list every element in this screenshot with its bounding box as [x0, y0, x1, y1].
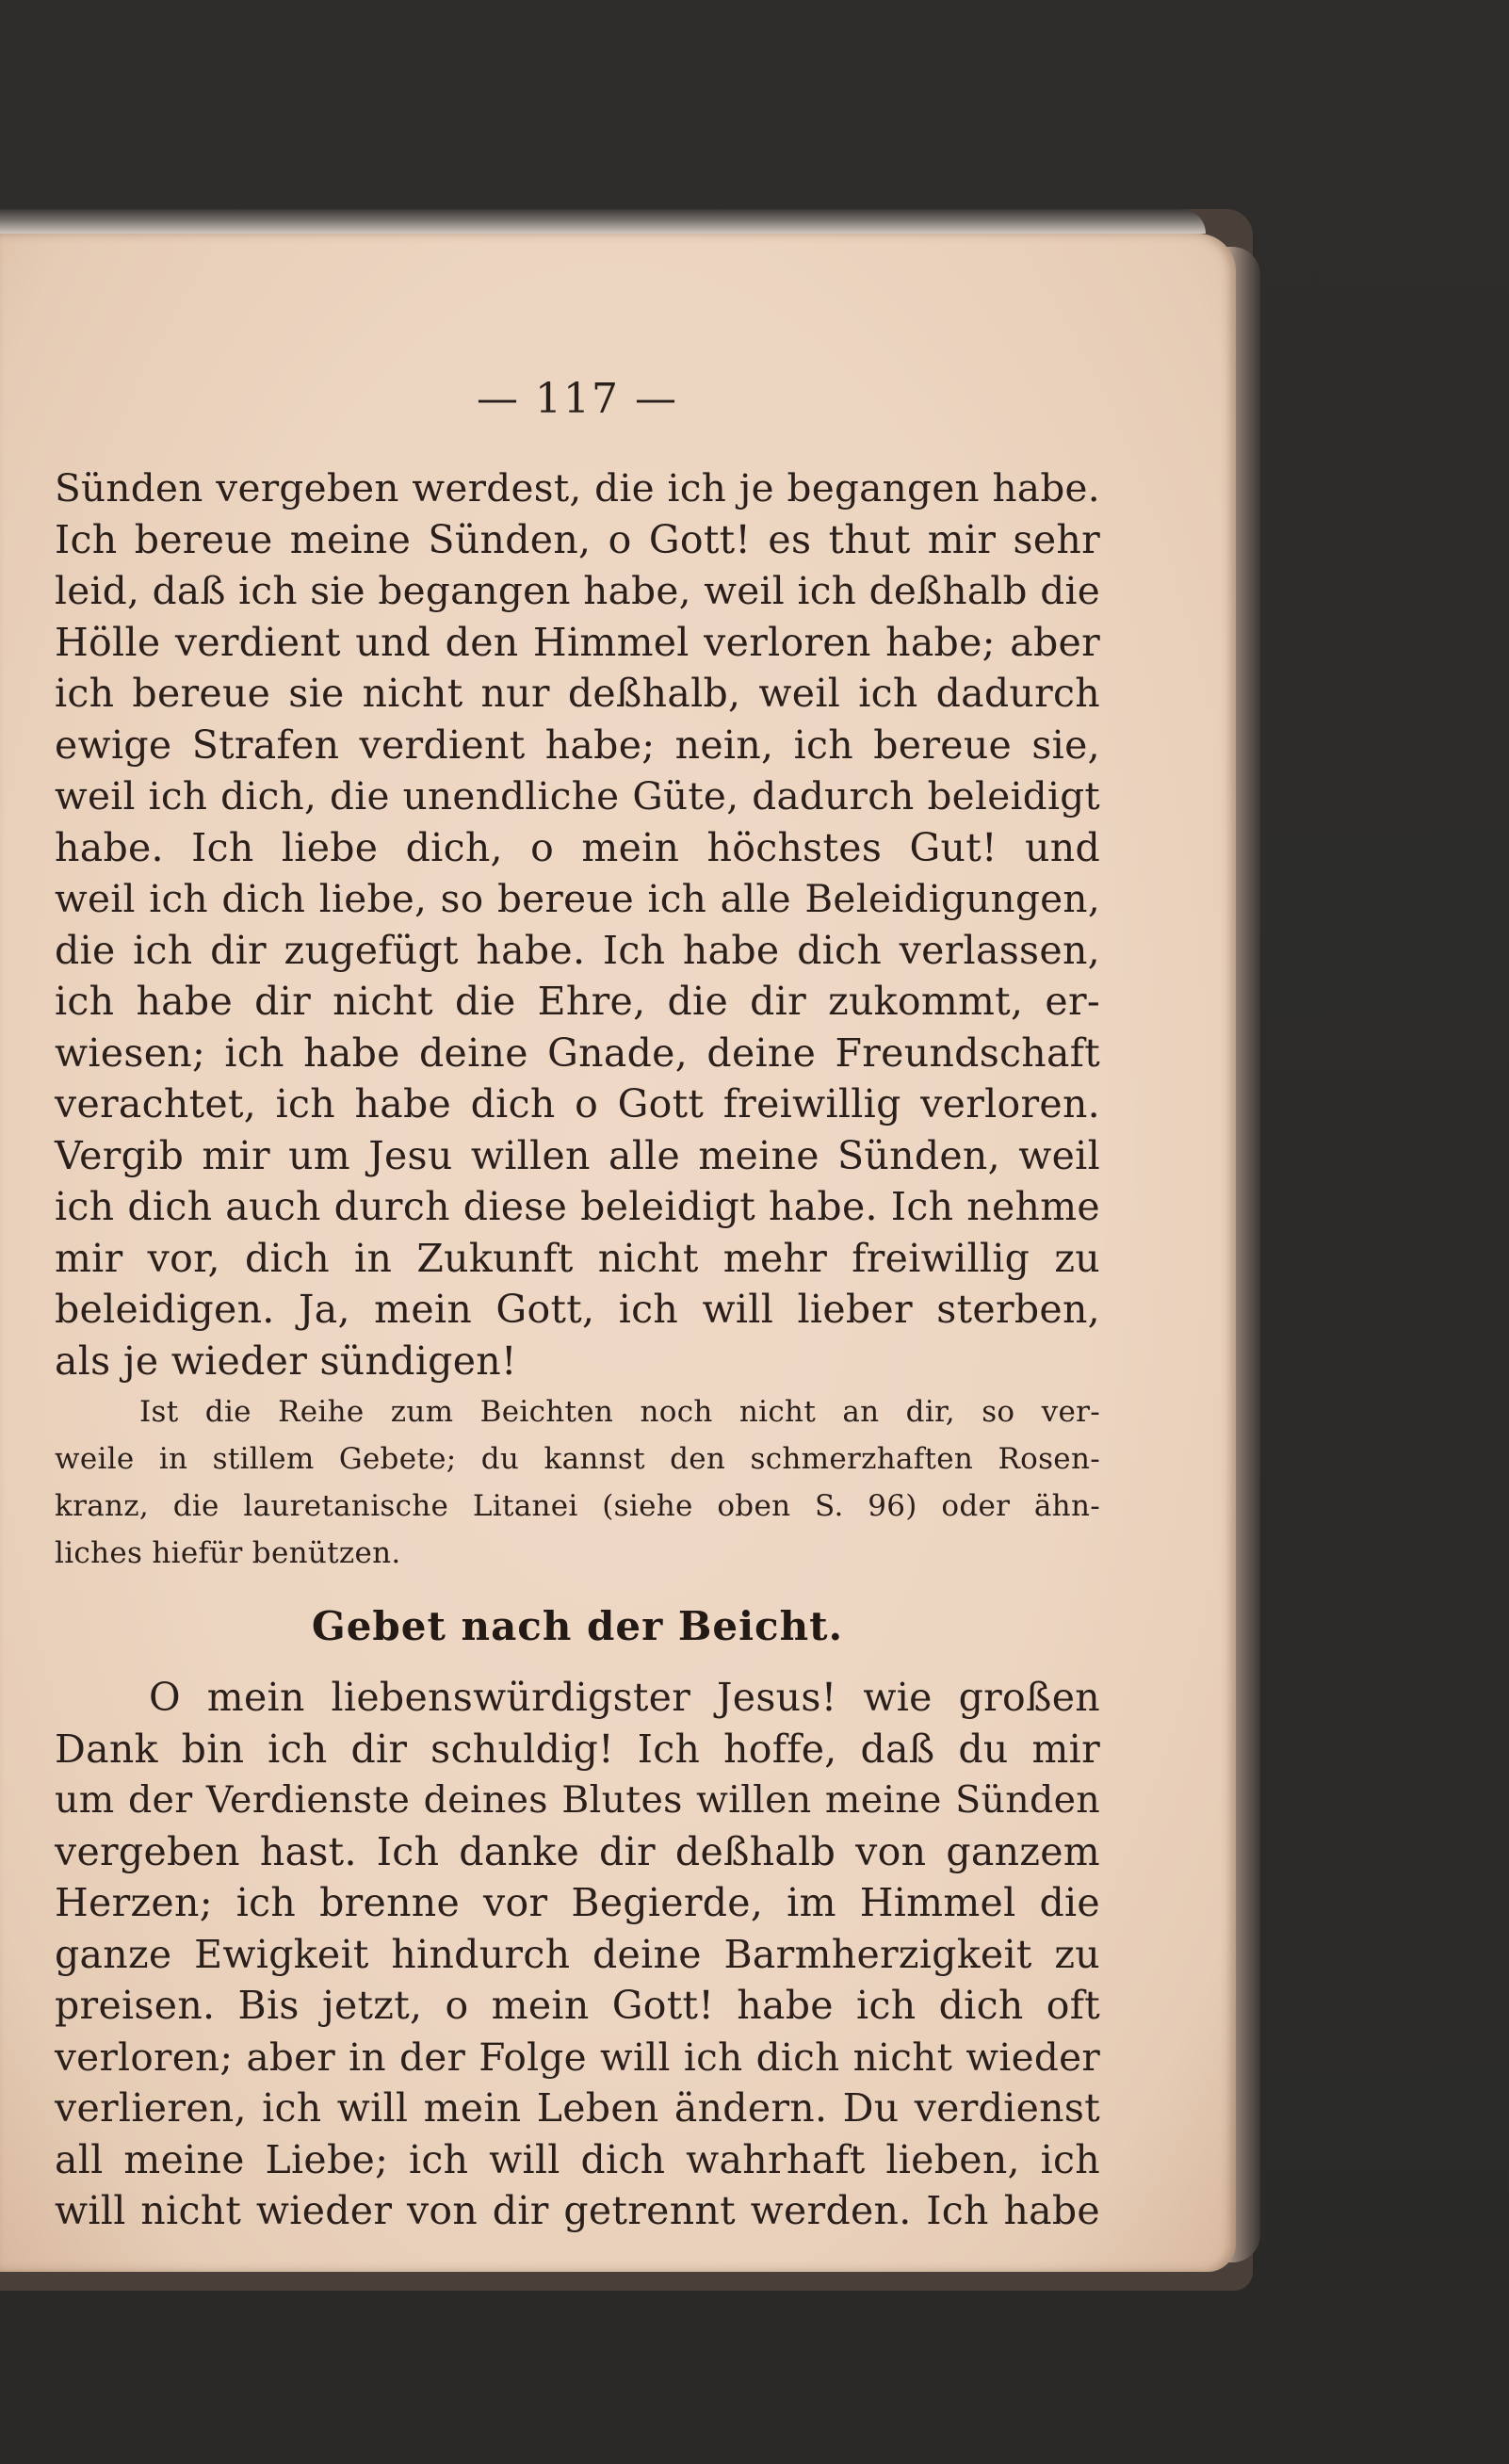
text-line: vergeben hast. Ich danke dir deßhalb von ganzem: [55, 1828, 1100, 1874]
page-content: [55, 375, 1100, 2237]
text-line: Herzen; ich brenne vor Begierde, im Himmel die: [55, 1880, 1100, 1925]
text-line: wiesen; ich habe deine Gnade, deine Freundschaft: [55, 1029, 1100, 1076]
page-top-edge: [0, 209, 1206, 234]
text-line: weil ich dich, die unendliche Güte, dadurch beleidigt: [55, 773, 1100, 819]
book-page: [0, 234, 1236, 2272]
text-line: Dank bin ich dir schuldig! Ich hoffe, daß du mir: [55, 1726, 1100, 1772]
paragraph-confession: [55, 462, 1100, 1386]
note-instruction: [55, 1388, 1100, 1577]
text-line: leid, daß ich sie begangen habe, weil ich deßhalb die: [55, 568, 1100, 613]
text-line: um der Verdienste deines Blutes willen meine Sünden: [55, 1778, 1100, 1822]
text-line: als je wieder sündigen!: [55, 1337, 517, 1384]
note-line: kranz, die lauretanische Litanei (siehe oben S. 96) oder ähn-: [55, 1489, 1100, 1523]
text-line: Hölle verdient und den Himmel verloren habe; aber: [55, 619, 1100, 665]
note-line: Ist die Reihe zum Beichten noch nicht an dir, so ver-: [139, 1395, 1100, 1429]
text-line: Vergib mir um Jesu willen alle meine Sünden, weil: [55, 1132, 1100, 1178]
note-line: liches hiefür benützen.: [55, 1536, 401, 1570]
text-line: die ich dir zugefügt habe. Ich habe dich verlassen,: [55, 927, 1100, 973]
text-line: ich dich auch durch diese beleidigt habe. Ich nehme: [55, 1184, 1100, 1229]
text-line: O mein liebenswürdigster Jesus! wie großen: [149, 1675, 1100, 1720]
text-line: Ich bereue meine Sünden, o Gott! es thut mir sehr: [55, 516, 1100, 562]
text-line: Sünden vergeben werdest, die ich je begangen habe.: [55, 465, 1100, 511]
text-line: ganze Ewigkeit hindurch deine Barmherzigkeit zu: [55, 1931, 1100, 1977]
paragraph-after-confession: [55, 1672, 1100, 2237]
note-line: weile in stillem Gebete; du kannst den schmerzhaften Rosen-: [55, 1442, 1100, 1476]
text-line: weil ich dich liebe, so bereue ich alle Beleidigungen,: [55, 876, 1100, 921]
text-line: ich bereue sie nicht nur deßhalb, weil ich dadurch: [55, 671, 1100, 716]
text-line: ich habe dir nicht die Ehre, die dir zukommt, er-: [55, 979, 1100, 1024]
text-line: will nicht wieder von dir getrennt werden. Ich habe: [55, 2188, 1100, 2233]
text-line: verloren; aber in der Folge will ich dich nicht wieder: [55, 2034, 1100, 2080]
text-line: mir vor, dich in Zukunft nicht mehr freiwillig zu: [55, 1235, 1100, 1281]
page-number: — 117 —: [477, 375, 678, 423]
text-line: beleidigen. Ja, mein Gott, ich will lieber sterben,: [55, 1287, 1100, 1332]
text-line: habe. Ich liebe dich, o mein höchstes Gut! und: [55, 824, 1100, 870]
text-line: all meine Liebe; ich will dich wahrhaft lieben, ich: [55, 2136, 1100, 2182]
section-heading: Gebet nach der Beicht.: [311, 1603, 844, 1649]
text-line: verlieren, ich will mein Leben ändern. Du verdienst: [55, 2085, 1100, 2131]
text-line: preisen. Bis jetzt, o mein Gott! habe ich dich oft: [55, 1983, 1100, 2028]
text-line: verachtet, ich habe dich o Gott freiwillig verloren.: [55, 1081, 1100, 1127]
text-line: ewige Strafen verdient habe; nein, ich bereue sie,: [55, 721, 1100, 768]
